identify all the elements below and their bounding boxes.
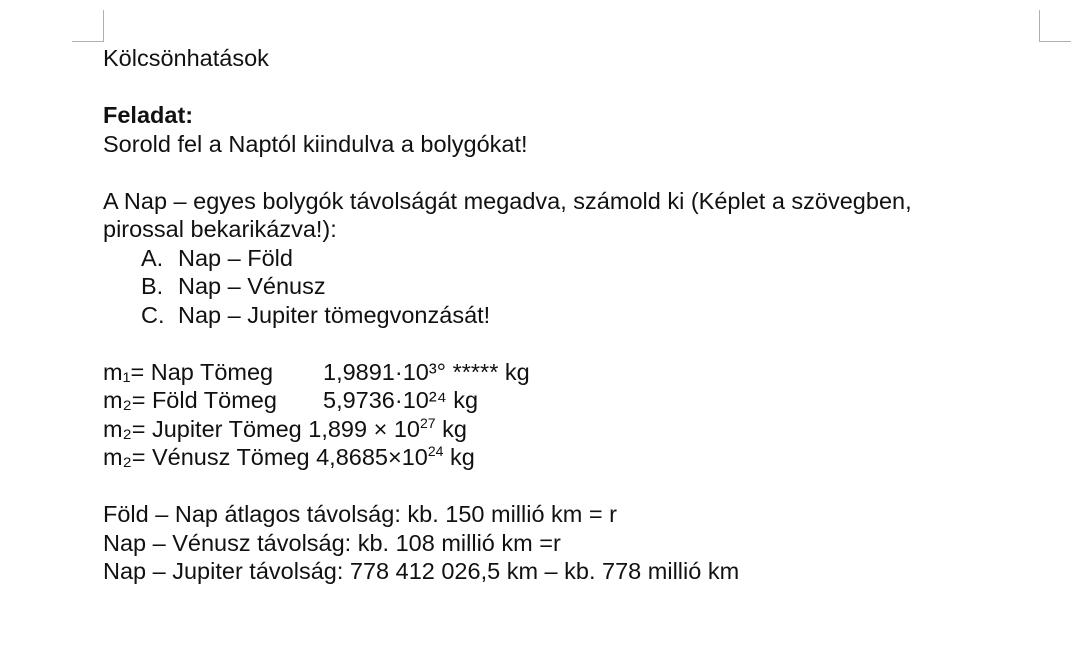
mass-label: m₂= Jupiter Tömeg (103, 415, 302, 442)
list-item-text: Nap – Föld (178, 244, 293, 271)
crop-mark-top-left-horizontal (72, 41, 104, 42)
mass-row-venus (103, 443, 1003, 472)
mass-mantissa: 5,9736·10 (323, 387, 429, 413)
blank-line (103, 329, 1003, 358)
mass-exponent: ²⁴ (428, 387, 447, 413)
mass-row-jupiter (103, 415, 1003, 444)
list-item (141, 244, 1003, 273)
list-item (141, 301, 1003, 330)
mass-exponent: 27 (420, 414, 436, 431)
intro-line-1: A Nap – egyes bolygók távolságát megadva, számold ki (Képlet a szövegben, (103, 187, 912, 214)
mass-unit: kg (435, 415, 467, 442)
document-body[interactable] (103, 44, 1003, 586)
blank-line (103, 472, 1003, 501)
mass-label: m₁= Nap Tömeg (103, 358, 274, 385)
blank-line (103, 73, 1003, 102)
mass-mantissa: 1,9891·10 (323, 358, 429, 385)
crop-mark-top-right-vertical (1039, 10, 1040, 42)
intro-line-2: pirossal bekarikázva!): (103, 216, 337, 242)
distance-earth-sun: Föld – Nap átlagos távolság: kb. 150 millió km = r (103, 501, 617, 527)
blank-line (103, 158, 1003, 187)
task-heading: Feladat: (103, 102, 194, 128)
planet-pair-list (103, 244, 1003, 330)
distance-sun-venus: Nap – Vénusz távolság: kb. 108 millió km =r (103, 529, 561, 556)
mass-label: m₂= Vénusz Tömeg (103, 444, 310, 470)
task-text: Sorold fel a Naptól kiindulva a bolygókat! (103, 130, 528, 157)
mass-unit: ***** kg (446, 358, 530, 385)
mass-row-earth (103, 386, 1003, 415)
list-marker: A. (141, 244, 164, 271)
list-marker: B. (141, 273, 164, 299)
document-title: Kölcsönhatások (103, 45, 269, 71)
mass-mantissa: 1,899 × 10 (308, 415, 420, 442)
distance-sun-jupiter: Nap – Jupiter távolság: 778 412 026,5 km – kb. 778 millió km (103, 558, 740, 584)
mass-unit: kg (443, 444, 475, 470)
mass-exponent: 24 (427, 443, 444, 459)
mass-exponent: ³° (428, 358, 447, 385)
mass-mantissa: 4,8685×10 (316, 444, 428, 470)
mass-row-sun (103, 358, 1003, 387)
crop-mark-top-right-horizontal (1039, 41, 1071, 42)
list-marker: C. (141, 301, 165, 328)
crop-mark-top-left-vertical (103, 10, 104, 42)
mass-label: m₂= Föld Tömeg (103, 387, 277, 413)
list-item-text: Nap – Jupiter tömegvonzását! (178, 301, 491, 328)
list-item (141, 272, 1003, 301)
list-item-text: Nap – Vénusz (178, 273, 326, 299)
mass-unit: kg (446, 387, 479, 413)
